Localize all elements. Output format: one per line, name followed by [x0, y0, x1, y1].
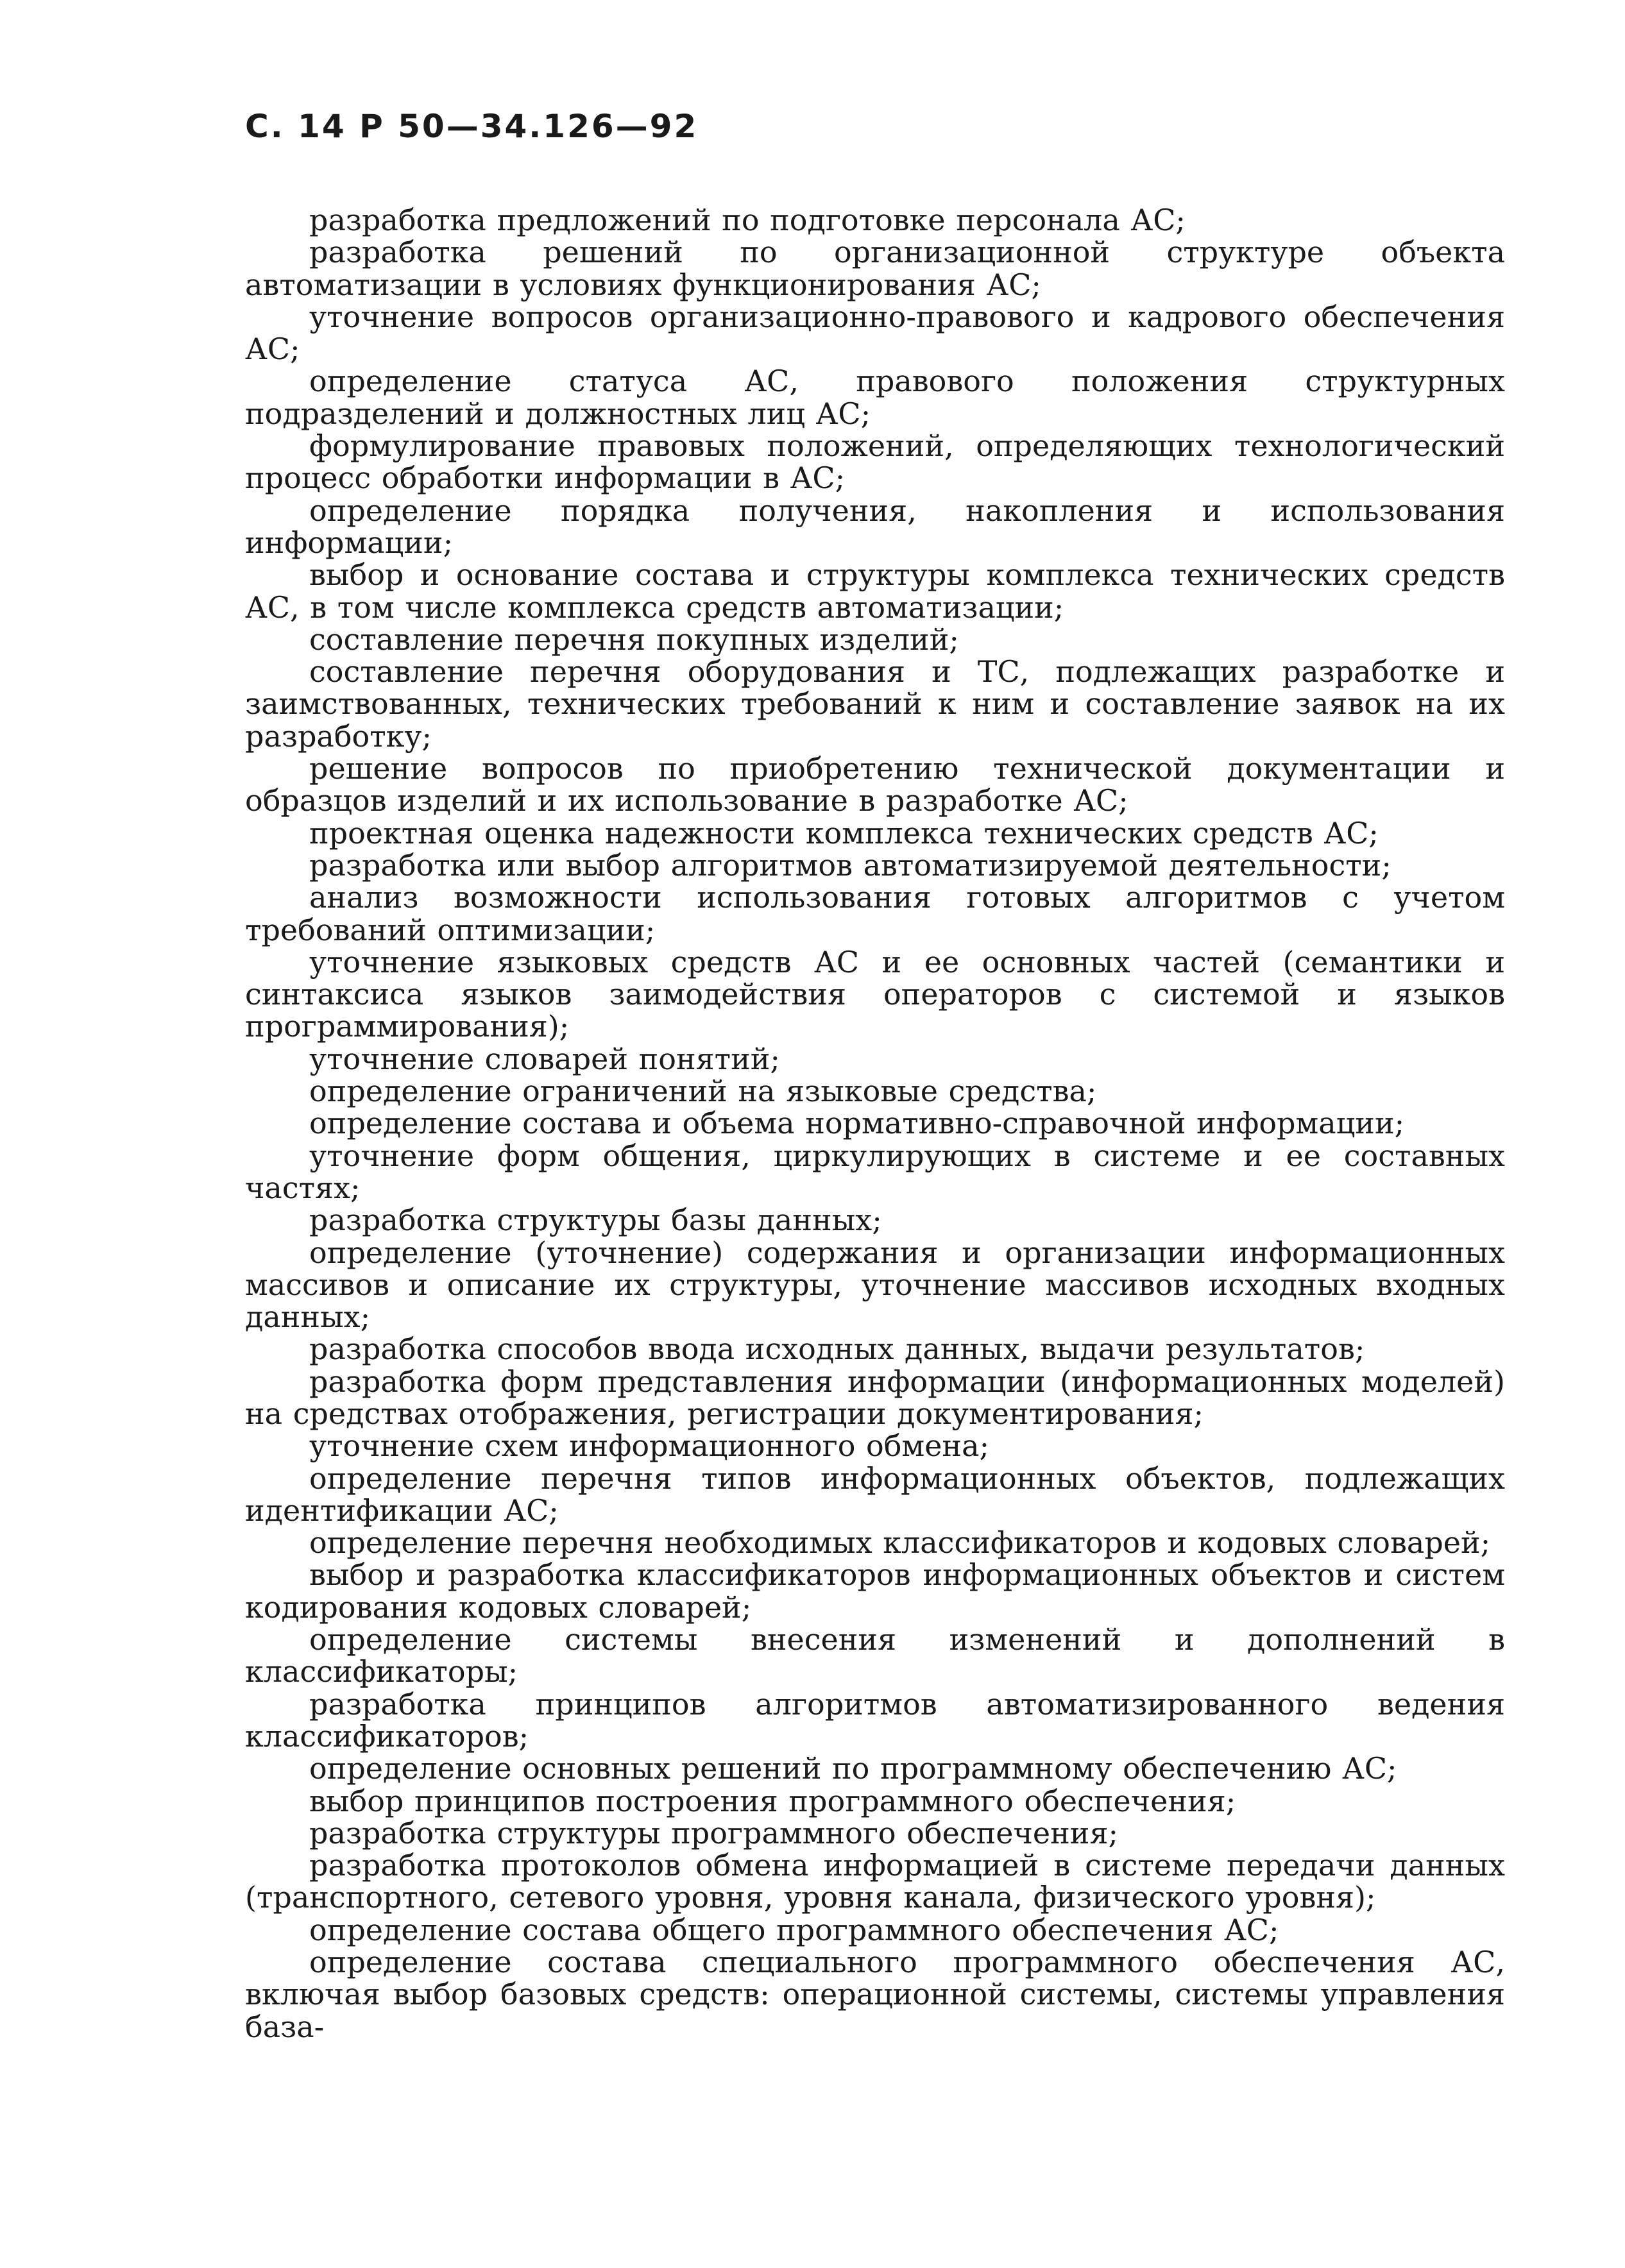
list-item: проектная оценка надежности комплекса технических средств АС; — [309, 815, 1379, 851]
requirements-list — [245, 204, 1505, 2043]
list-item: уточнение схем информационного обмена; — [309, 1428, 990, 1464]
list-item: разработка структуры программного обеспечения; — [309, 1815, 1118, 1850]
list-item: формулирование правовых положений, определяющих технологический процесс обработки информации в АС; — [245, 428, 1505, 496]
list-item: разработка решений по организационной структуре объекта автоматизации в условиях функционирования АС; — [245, 235, 1505, 302]
list-item: определение состава общего программного обеспечения АС; — [309, 1912, 1279, 1947]
list-item: разработка принципов алгоритмов автоматизированного ведения классификаторов; — [245, 1686, 1505, 1754]
list-item: выбор и разработка классификаторов информационных объектов и систем кодирования кодовых словарей; — [245, 1557, 1505, 1625]
list-item: выбор и основание состава и структуры комплекса технических средств АС, в том числе комплекса средств автоматизации; — [245, 557, 1505, 625]
list-item: определение системы внесения изменений и дополнений в классификаторы; — [245, 1622, 1505, 1689]
list-item: определение порядка получения, накопления и использования информации; — [245, 493, 1505, 560]
list-item: определение статуса АС, правового положения структурных подразделений и должностных лиц АС; — [245, 364, 1505, 431]
list-item: определение (уточнение) содержания и организации информационных массивов и описание их структуры, уточнение массивов исходных входных данных; — [245, 1235, 1505, 1335]
list-item: разработка структуры базы данных; — [309, 1203, 882, 1238]
list-item: решение вопросов по приобретению технической документации и образцов изделий и их использование в разработке АС; — [245, 751, 1505, 818]
list-item: определение перечня типов информационных объектов, подлежащих идентификации АС; — [245, 1460, 1505, 1528]
list-item: составление перечня покупных изделий; — [309, 622, 959, 657]
list-item: разработка протоколов обмена информацией в системе передачи данных (транспортного, сетевого уровня, уровня канала, физического уровня); — [245, 1848, 1505, 1915]
list-item: разработка форм представления информации (информационных моделей) на средствах отображения, регистрации документирования; — [245, 1364, 1505, 1431]
list-item: составление перечня оборудования и ТС, подлежащих разработке и заимствованных, технических требований к ним и составление заявок на их разработку; — [245, 654, 1505, 754]
list-item: определение основных решений по программному обеспечению АС; — [309, 1751, 1397, 1786]
list-item: определение перечня необходимых классификаторов и кодовых словарей; — [309, 1525, 1491, 1561]
list-item: уточнение языковых средств АС и ее основных частей (семантики и синтаксиса языков заимодействия операторов с системой и языков программирования); — [245, 944, 1505, 1044]
list-item: разработка способов ввода исходных данных, выдачи результатов; — [309, 1332, 1365, 1367]
page-header: С. 14 Р 50—34.126—92 — [245, 108, 699, 145]
list-item: определение ограничений на языковые средства; — [309, 1074, 1097, 1109]
list-item: выбор принципов построения программного обеспечения; — [309, 1783, 1236, 1818]
list-item: определение состава и объема нормативно-справочной информации; — [309, 1106, 1405, 1141]
list-item: уточнение словарей понятий; — [309, 1041, 780, 1076]
list-item: разработка предложений по подготовке персонала АС; — [309, 203, 1186, 237]
list-item: уточнение форм общения, циркулирующих в системе и ее составных частях; — [245, 1138, 1505, 1205]
list-item: уточнение вопросов организационно-правового и кадрового обеспечения АС; — [245, 299, 1505, 367]
list-item: разработка или выбор алгоритмов автоматизируемой деятельности; — [309, 847, 1391, 883]
list-item: анализ возможности использования готовых алгоритмов с учетом требований оптимизации; — [245, 880, 1505, 947]
list-item: определение состава специального программного обеспечения АС, включая выбор базовых средств: операционной системы, системы управления база- — [245, 1945, 1505, 2044]
